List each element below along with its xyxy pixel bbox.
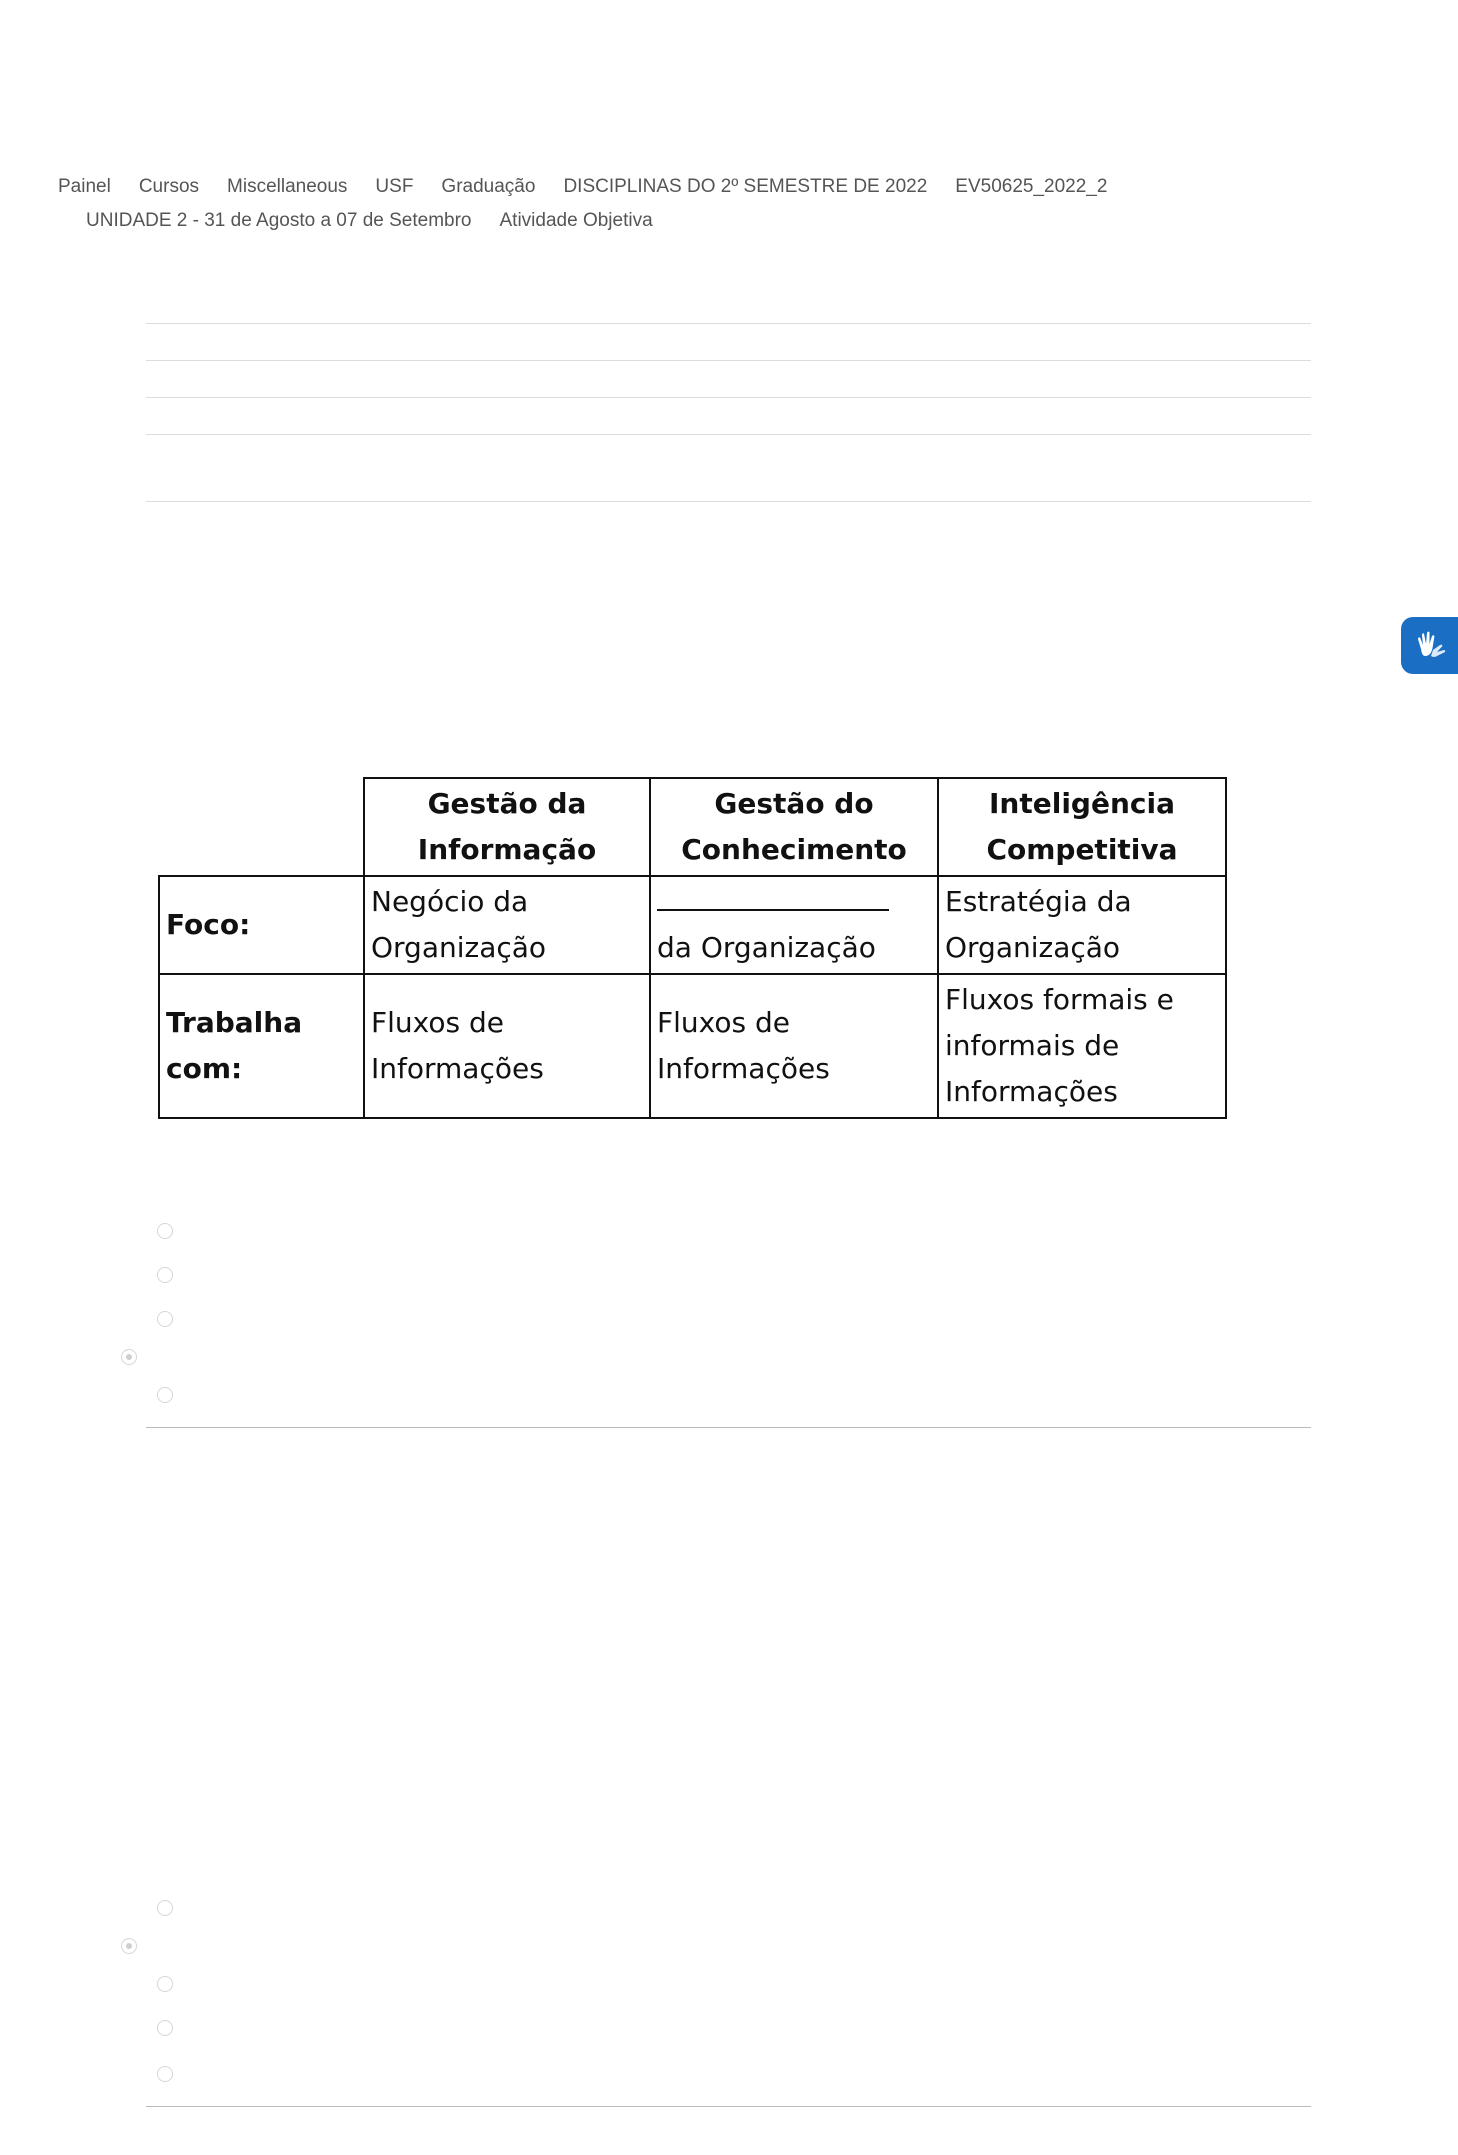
q1-option-e-radio[interactable]: [157, 1387, 173, 1403]
breadcrumb-usf[interactable]: USF: [375, 176, 414, 197]
breadcrumb-unidade[interactable]: UNIDADE 2 - 31 de Agosto a 07 de Setembro: [86, 210, 472, 231]
question-divider: [146, 1427, 1311, 1428]
accessibility-button[interactable]: [1401, 617, 1458, 674]
breadcrumb-miscellaneous[interactable]: Miscellaneous: [227, 176, 348, 197]
breadcrumb-course-code[interactable]: EV50625_2022_2: [955, 176, 1108, 197]
row-label-foco: Foco:: [159, 876, 364, 974]
cell-trabalha-ic: Fluxos formais e informais de Informações: [938, 974, 1226, 1118]
fill-blank: [657, 887, 889, 911]
q2-option-b-radio[interactable]: [121, 1938, 137, 1954]
summary-divider: [146, 501, 1311, 502]
question-table: [158, 777, 1227, 1119]
q1-option-b-radio[interactable]: [157, 1267, 173, 1283]
summary-divider: [146, 323, 1311, 324]
table-corner: [159, 778, 364, 876]
breadcrumb-painel[interactable]: Painel: [58, 176, 111, 197]
sign-language-hand-icon: [1413, 629, 1447, 663]
q2-option-a-radio[interactable]: [157, 1900, 173, 1916]
question-divider: [146, 2106, 1311, 2107]
header-gestao-conhecimento: Gestão do Conhecimento: [650, 778, 938, 876]
header-gestao-informacao: Gestão da Informação: [364, 778, 650, 876]
breadcrumb-graduacao[interactable]: Graduação: [441, 176, 536, 197]
breadcrumb-cursos[interactable]: Cursos: [138, 176, 200, 197]
breadcrumb-atividade[interactable]: Atividade Objetiva: [499, 210, 653, 231]
cell-foco-gc-text: da Organização: [657, 931, 876, 964]
summary-divider: [146, 397, 1311, 398]
breadcrumb-disciplinas[interactable]: DISCIPLINAS DO 2º SEMESTRE DE 2022: [563, 176, 928, 197]
summary-divider: [146, 360, 1311, 361]
q2-option-c-radio[interactable]: [157, 1976, 173, 1992]
header-inteligencia-competitiva: Inteligência Competitiva: [938, 778, 1226, 876]
q2-option-e-radio[interactable]: [157, 2066, 173, 2082]
q1-option-c-radio[interactable]: [157, 1311, 173, 1327]
cell-trabalha-gi: Fluxos de Informações: [364, 974, 650, 1118]
cell-foco-gc: [650, 876, 938, 974]
cell-foco-ic: Estratégia da Organização: [938, 876, 1226, 974]
q1-option-a-radio[interactable]: [157, 1223, 173, 1239]
cell-trabalha-gc: Fluxos de Informações: [650, 974, 938, 1118]
q2-option-d-radio[interactable]: [157, 2020, 173, 2036]
row-label-trabalha: Trabalha com:: [159, 974, 364, 1118]
q1-option-d-radio[interactable]: [121, 1349, 137, 1365]
cell-foco-gi: Negócio da Organização: [364, 876, 650, 974]
summary-divider: [146, 434, 1311, 435]
breadcrumb: [58, 176, 1258, 232]
